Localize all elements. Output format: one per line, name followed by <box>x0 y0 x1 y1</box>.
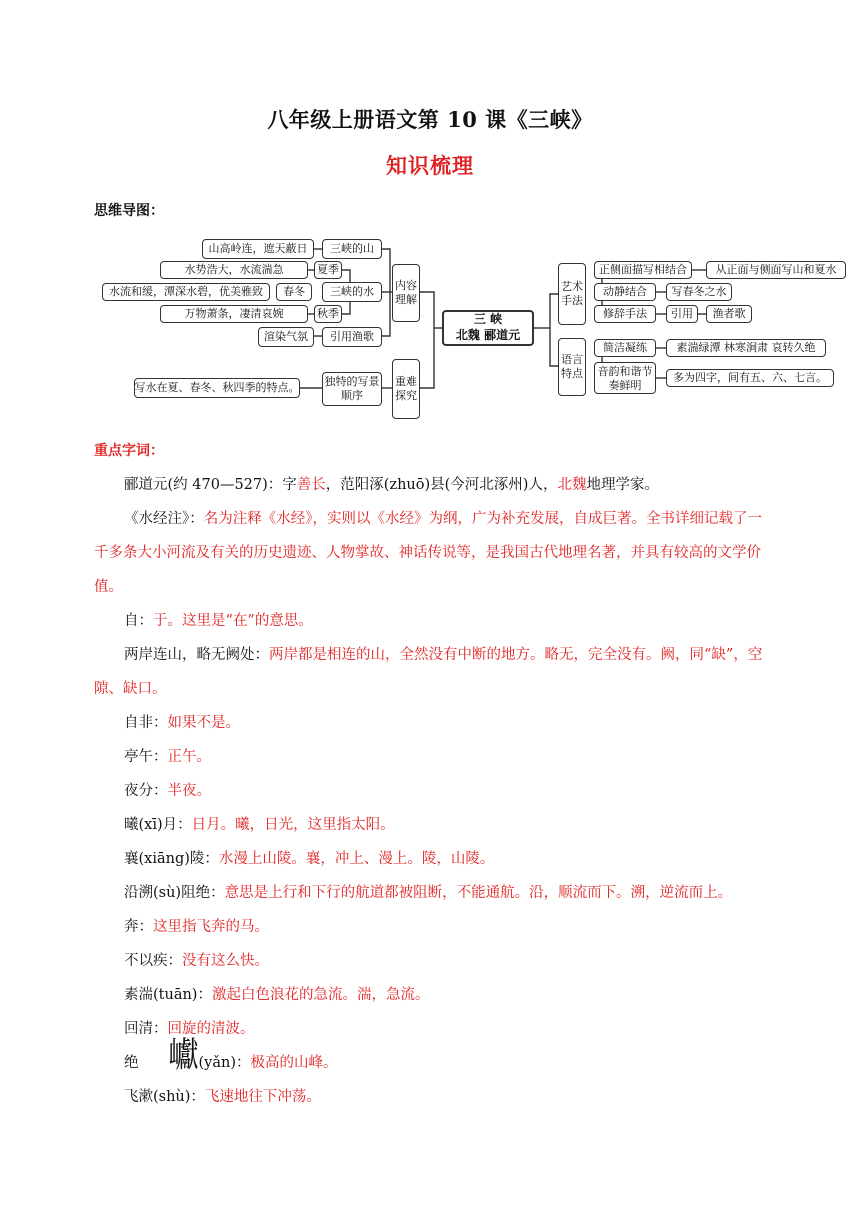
mm-lang1-desc: 素湍绿潭 林寒涧肃 哀转久绝 <box>666 339 826 357</box>
entry-term: (yǎn)： <box>198 1055 251 1071</box>
mm-art2-desc: 写春冬之水 <box>666 283 732 301</box>
entry-liangan <box>94 638 774 706</box>
mm-content: 内容理解 <box>392 264 420 322</box>
entry-term: 郦道元(约 470—527)：字 <box>124 477 297 493</box>
entry-def: 飞速地往下冲荡。 <box>204 1089 321 1105</box>
mm-mountain: 三峡的山 <box>322 239 382 259</box>
mm-water: 三峡的水 <box>322 282 382 302</box>
mm-summer: 夏季 <box>314 261 342 279</box>
mm-lang2: 音韵和谐节奏鲜明 <box>594 362 656 394</box>
entry-xiangling <box>94 842 774 876</box>
entry-def: 善长 <box>296 477 326 493</box>
entry-def: 水漫上山陵。襄，冲上、漫上。陵，山陵。 <box>218 851 495 867</box>
entry-def: 于。这里是“在”的意思。 <box>153 613 313 629</box>
entry-term: 曦(xī)月： <box>124 817 192 833</box>
entry-def: 激起白色浪花的急流。湍，急流。 <box>211 987 430 1003</box>
mm-mountain-desc: 山高岭连，遮天蔽日 <box>202 239 314 259</box>
entry-term: 《水经注》： <box>124 511 204 527</box>
entry-term: 自非： <box>124 715 168 731</box>
entry-def: 没有这么快。 <box>182 953 269 969</box>
entry-term: 绝 <box>124 1055 139 1071</box>
mm-autumn: 秋季 <box>314 305 342 323</box>
entry-def: 名为注释《水经》，实则以《水经》为纲，广为补充发展，自成巨著。全书详细记载了一千多条大小河流及有关的历史遗迹、人物掌故、神话传说等，是我国古代地理名著，并具有较高的文学价值。 <box>94 511 762 595</box>
entry-term: 奔： <box>124 919 153 935</box>
mm-lang1: 简洁凝练 <box>594 339 656 357</box>
mm-springwinter-desc: 水流和缓，潭深水碧，优美雅致 <box>102 283 270 301</box>
entry-def: 正午。 <box>167 749 211 765</box>
entry-term: 襄(xiāng)陵： <box>124 851 219 867</box>
entry-term: 夜分： <box>124 783 168 799</box>
mm-song-desc: 渲染气氛 <box>258 327 314 347</box>
entry-term: 不以疾： <box>124 953 182 969</box>
keywords-body <box>94 468 774 1114</box>
entry-def: 极高的山峰。 <box>250 1055 338 1071</box>
mm-autumn-desc: 万物萧条，凄清哀婉 <box>160 305 308 323</box>
entry-sutuan <box>94 978 774 1012</box>
entry-def: 半夜。 <box>167 783 211 799</box>
entry-def: 这里指飞奔的马。 <box>153 919 269 935</box>
entry-buyiji <box>94 944 774 978</box>
mm-summer-desc: 水势浩大，水流湍急 <box>160 261 308 279</box>
entry-feishu <box>94 1080 774 1114</box>
entry-jueyan <box>94 1035 774 1080</box>
mm-art1: 正侧面描写相结合 <box>594 261 692 279</box>
entry-term: 素湍(tuān)： <box>124 987 212 1003</box>
entry-def: 日月。曦，日光，这里指太阳。 <box>191 817 395 833</box>
entry-term: 飞漱(shù)： <box>124 1089 205 1105</box>
entry-def: 回旋的清波。 <box>167 1021 255 1037</box>
mm-song: 引用渔歌 <box>322 327 382 347</box>
entry-zifei <box>94 706 774 740</box>
entry-yefen <box>94 774 774 808</box>
entry-def: 北魏 <box>557 477 587 493</box>
entry-ben <box>94 910 774 944</box>
mm-lang: 语言特点 <box>558 338 586 396</box>
entry-yansu <box>94 876 774 910</box>
keywords-label: 重点字词： <box>94 443 164 459</box>
mm-lang2-desc: 多为四字，间有五、六、七言。 <box>666 369 834 387</box>
entry-author <box>94 468 774 502</box>
mm-art3-desc: 引用 <box>666 305 698 323</box>
mm-art2: 动静结合 <box>594 283 656 301</box>
mm-center-title: 三 峡 <box>473 312 503 327</box>
entry-zi <box>94 604 774 638</box>
page-title: 八年级上册语文第 10 课《三峡》 <box>267 107 593 132</box>
mm-order-desc: 写水在夏、春冬、秋四季的特点。 <box>134 378 300 398</box>
mm-art1-desc: 从正面与侧面写山和夏水 <box>706 261 846 279</box>
mm-art3: 修辞手法 <box>594 305 656 323</box>
entry-term: ，范阳涿(zhuō)县(今河北涿州)人， <box>325 477 558 493</box>
entry-term: 自： <box>124 613 153 629</box>
entry-glyph: 巘 <box>168 1035 199 1076</box>
mm-order: 独特的写景顺序 <box>322 372 382 406</box>
entry-shuijingzhu <box>94 502 774 604</box>
mm-center-author: 北魏 郦道元 <box>455 328 521 342</box>
entry-def: 意思是上行和下行的航道都被阻断，不能通航。沿，顺流而下。溯，逆流而上。 <box>224 885 733 901</box>
page-subtitle: 知识梳理 <box>386 153 474 178</box>
entry-term: 沿溯(sù)阻绝： <box>124 885 225 901</box>
entry-term: 两岸连山，略无阙处： <box>124 647 269 663</box>
entry-tingwu <box>94 740 774 774</box>
mm-springwinter: 春冬 <box>276 283 312 301</box>
mindmap-label: 思维导图： <box>94 203 164 219</box>
entry-term: 亭午： <box>124 749 168 765</box>
mm-difficulty: 重难探究 <box>392 359 420 419</box>
mind-map <box>100 228 860 424</box>
entry-xiyue <box>94 808 774 842</box>
entry-def: 两岸都是相连的山，全然没有中断的地方。略无，完全没有。阙，同“缺”，空隙、缺口。 <box>94 647 763 697</box>
entry-def: 如果不是。 <box>167 715 240 731</box>
mm-center <box>442 310 534 346</box>
mm-art: 艺术手法 <box>558 263 586 325</box>
mm-art3-desc2: 渔者歌 <box>706 305 752 323</box>
entry-term: 地理学家。 <box>586 477 659 493</box>
entry-term: 回清： <box>124 1021 168 1037</box>
